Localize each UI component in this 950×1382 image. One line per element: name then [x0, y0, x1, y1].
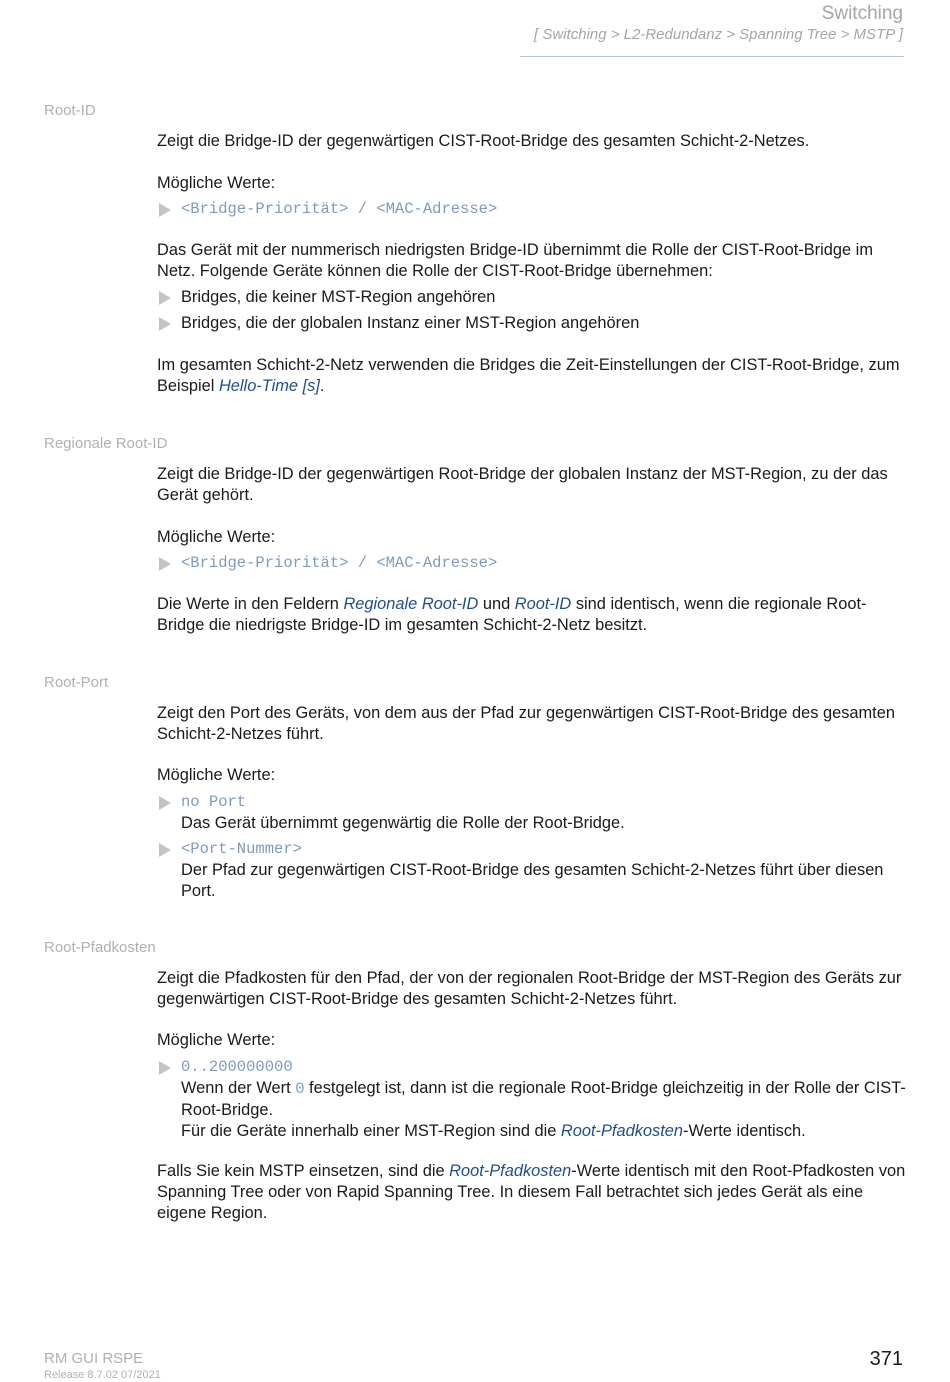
header-divider	[520, 56, 904, 57]
root-id-link[interactable]: Root-ID	[514, 595, 572, 613]
bullet-triangle-icon	[159, 291, 171, 305]
section-label-root-id: Root-ID	[44, 102, 96, 119]
value-code: <Bridge-Priorität> / <MAC-Adresse>	[181, 554, 498, 572]
text: -Werte identisch.	[683, 1122, 806, 1140]
header-title: Switching	[821, 3, 903, 24]
root-path-cost-paragraph	[157, 1161, 907, 1224]
text: festgelegt ist, dann ist die regionale Root-Bridge gleichzeitig in der Rolle der CIST-Root-Bridge.	[181, 1079, 906, 1119]
list-item	[157, 839, 907, 902]
bullet-triangle-icon	[159, 796, 171, 810]
text: Für die Geräte innerhalb einer MST-Region sind die	[181, 1122, 561, 1140]
inline-code: 0	[295, 1080, 305, 1098]
breadcrumb: [ Switching > L2-Redundanz > Spanning Tree > MSTP ]	[534, 26, 903, 43]
possible-values-heading: Mögliche Werte:	[157, 528, 276, 546]
bullet-triangle-icon	[159, 557, 171, 571]
possible-values-heading: Mögliche Werte:	[157, 766, 276, 784]
value-code: <Port-Nummer>	[181, 840, 302, 858]
section-label-root-port: Root-Port	[44, 674, 109, 691]
root-path-cost-link[interactable]: Root-Pfadkosten	[449, 1162, 572, 1180]
list-item	[157, 313, 907, 334]
text: Im gesamten Schicht-2-Netz verwenden die Bridges die Zeit-Einstellungen der CIST-Root-Bridge, zum Beispiel	[157, 356, 900, 395]
value-description	[181, 1078, 907, 1121]
value-code: <Bridge-Priorität> / <MAC-Adresse>	[181, 200, 498, 218]
root-path-cost-description: Zeigt die Pfadkosten für den Pfad, der von der regionalen Root-Bridge der MST-Region des Geräts zur gegenwärtigen CIST-Root-Bridge des gesamten Schicht-2-Netzes führt.	[157, 969, 902, 1008]
possible-values-heading: Mögliche Werte:	[157, 1031, 276, 1049]
regional-root-id-paragraph	[157, 594, 907, 636]
root-id-paragraph: Das Gerät mit der nummerisch niedrigsten Bridge-ID übernimmt die Rolle der CIST-Root-Bridge im Netz. Folgende Geräte können die Rolle der CIST-Root-Bridge übernehmen:	[157, 241, 873, 280]
page-number: 371	[869, 1348, 903, 1370]
section-label-root-path-cost: Root-Pfadkosten	[44, 939, 156, 956]
bullet-triangle-icon	[159, 317, 171, 331]
value-description: Der Pfad zur gegenwärtigen CIST-Root-Bridge des gesamten Schicht-2-Netzes führt über diesen Port.	[181, 861, 884, 900]
value-code: no Port	[181, 793, 247, 811]
text: Die Werte in den Feldern	[157, 595, 344, 613]
value-code: 0..200000000	[181, 1058, 293, 1076]
text: Falls Sie kein MSTP einsetzen, sind die	[157, 1162, 450, 1180]
section-label-regional-root-id: Regionale Root-ID	[44, 435, 168, 452]
bullet-triangle-icon	[159, 843, 171, 857]
value-description: Das Gerät übernimmt gegenwärtig die Rolle der Root-Bridge.	[181, 814, 625, 832]
text: und	[478, 595, 515, 613]
bullet-triangle-icon	[159, 203, 171, 217]
root-port-description: Zeigt den Port des Geräts, von dem aus der Pfad zur gegenwärtigen CIST-Root-Bridge des gesamten Schicht-2-Netzes führt.	[157, 704, 895, 743]
hello-time-link[interactable]: Hello-Time [s]	[218, 377, 320, 395]
list-item-text: Bridges, die der globalen Instanz einer MST-Region angehören	[181, 314, 640, 332]
list-item	[157, 1057, 907, 1142]
footer-release: Release 8.7.02 07/2021	[44, 1369, 161, 1381]
bullet-triangle-icon	[159, 1061, 171, 1075]
list-item	[157, 199, 907, 220]
root-path-cost-link[interactable]: Root-Pfadkosten	[560, 1122, 684, 1140]
text: sind identisch, wenn die regionale Root-Bridge die niedrigste Bridge-ID im gesamten Schicht-2-Netz besitzt.	[157, 595, 867, 634]
list-item	[157, 553, 907, 574]
root-id-paragraph	[157, 355, 907, 397]
list-item-text: Bridges, die keiner MST-Region angehören	[181, 288, 496, 306]
text: Wenn der Wert	[181, 1079, 296, 1097]
text: -Werte identisch mit den Root-Pfadkosten von Spanning Tree oder von Rapid Spanning Tree. In diesem Fall betrachtet sich jedes Gerät als eine eigene Region.	[157, 1162, 906, 1222]
value-description	[181, 1121, 907, 1142]
possible-values-heading: Mögliche Werte:	[157, 174, 276, 192]
footer-product: RM GUI RSPE	[44, 1350, 144, 1367]
list-item	[157, 792, 907, 834]
text: .	[319, 377, 325, 395]
regional-root-id-description: Zeigt die Bridge-ID der gegenwärtigen Root-Bridge der globalen Instanz der MST-Region, zu der das Gerät gehört.	[157, 465, 888, 504]
root-id-description: Zeigt die Bridge-ID der gegenwärtigen CIST-Root-Bridge des gesamten Schicht-2-Netzes.	[157, 132, 810, 150]
list-item	[157, 287, 907, 308]
regional-root-id-link[interactable]: Regionale Root-ID	[343, 595, 479, 613]
